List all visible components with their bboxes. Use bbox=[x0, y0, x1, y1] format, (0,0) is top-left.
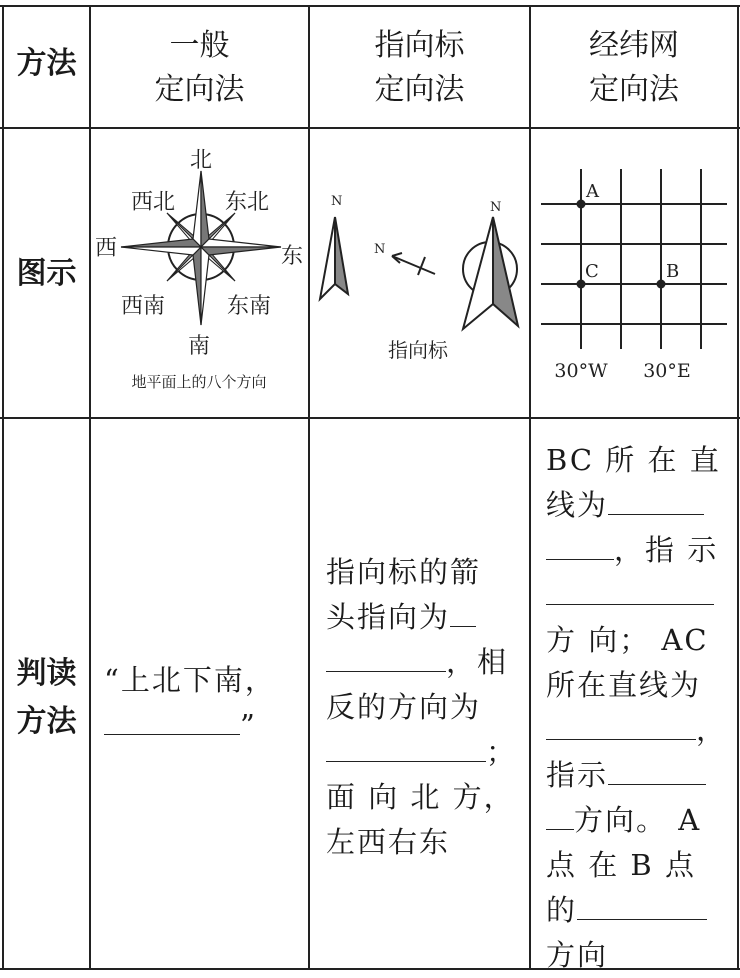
grid-method-line10 bbox=[546, 888, 736, 933]
grid-method-line6 bbox=[546, 708, 736, 753]
grid-method-line10-text: 的 bbox=[546, 893, 578, 927]
pointer-method-line4: 反的方向为 bbox=[326, 690, 482, 724]
compass-south-label: 南 bbox=[187, 334, 211, 359]
table-row-divider-2 bbox=[0, 417, 740, 419]
grid-method-text bbox=[546, 438, 736, 978]
compass-west-label: 西 bbox=[95, 236, 118, 261]
grid-method-line5: 所在直线为 bbox=[546, 668, 702, 702]
grid-point-a: A bbox=[586, 181, 599, 202]
pointer-method-line7: 左西右东 bbox=[326, 825, 451, 859]
grid-blank-4a[interactable] bbox=[608, 754, 706, 785]
row-label-method-line1: 判读 bbox=[16, 656, 77, 691]
grid-method-line8 bbox=[546, 798, 736, 843]
pointer-method-text bbox=[326, 550, 526, 865]
compass-southeast-label: 东南 bbox=[226, 294, 272, 319]
pointer-method-line3-text: ，相 bbox=[446, 645, 509, 679]
pointer-method-line1: 指向标的箭 bbox=[326, 555, 482, 589]
compass-east-label: 东 bbox=[281, 244, 304, 269]
pointer-blank-1a[interactable] bbox=[450, 596, 476, 627]
grid-method-line3b bbox=[546, 573, 736, 618]
grid-method-line3-text: ，指 示 bbox=[614, 533, 719, 567]
lat-long-grid-diagram bbox=[531, 129, 737, 417]
north-arrow-diagram bbox=[310, 129, 529, 417]
grid-method-line4: 方 向； AC bbox=[546, 623, 709, 657]
table-border-left bbox=[2, 5, 4, 970]
grid-blank-5a[interactable] bbox=[577, 889, 707, 920]
pointer-n-label-2: N bbox=[374, 242, 386, 257]
header-pointer-line1: 指向标 bbox=[374, 28, 465, 63]
grid-method-line2-text: 线为 bbox=[546, 488, 609, 522]
grid-blank-4b[interactable] bbox=[546, 799, 574, 830]
compass-northwest-label: 西北 bbox=[130, 190, 176, 215]
grid-blank-2[interactable] bbox=[546, 574, 714, 605]
compass-caption: 地平面上的八个方向 bbox=[131, 373, 267, 391]
general-answer-blank[interactable] bbox=[104, 704, 240, 735]
grid-lon-west: 30°W bbox=[554, 360, 608, 382]
grid-method-line8-text: 方向。 A bbox=[574, 803, 702, 837]
pointer-method-line5 bbox=[326, 730, 526, 775]
grid-lon-east: 30°E bbox=[643, 360, 691, 382]
header-method: 方法 bbox=[16, 46, 77, 81]
pointer-caption: 指向标 bbox=[388, 338, 448, 362]
pointer-blank-1b[interactable] bbox=[326, 641, 446, 672]
header-grid-line1: 经纬网 bbox=[589, 28, 679, 63]
grid-method-line9: 点 在 B 点 bbox=[546, 848, 696, 882]
pointer-n-label-1: N bbox=[331, 194, 343, 209]
pointer-method-line2 bbox=[326, 595, 526, 640]
row-label-method bbox=[4, 650, 89, 746]
pointer-n-label-3: N bbox=[490, 200, 502, 215]
general-close-quote: ” bbox=[240, 708, 257, 742]
header-pointer bbox=[310, 24, 529, 112]
table-border-top bbox=[0, 5, 740, 7]
general-method-text bbox=[104, 658, 304, 748]
compass-northeast-label: 东北 bbox=[224, 190, 270, 215]
pointer-method-line3 bbox=[326, 640, 526, 685]
pointer-blank-2[interactable] bbox=[326, 731, 486, 762]
grid-point-c: C bbox=[585, 261, 599, 282]
row-label-diagram: 图示 bbox=[16, 256, 77, 291]
general-method-line2 bbox=[104, 703, 304, 748]
compass-rose-diagram bbox=[91, 129, 308, 417]
grid-point-b: B bbox=[666, 261, 680, 282]
row-label-method-line2: 方法 bbox=[16, 704, 77, 739]
grid-blank-3[interactable] bbox=[546, 709, 696, 740]
grid-method-line7-text: 指示 bbox=[546, 758, 609, 792]
header-grid bbox=[531, 24, 737, 112]
grid-method-line3 bbox=[546, 528, 736, 573]
grid-method-line7 bbox=[546, 753, 736, 798]
grid-blank-1b[interactable] bbox=[546, 529, 614, 560]
pointer-method-line5-text: ； bbox=[486, 735, 518, 769]
grid-blank-1a[interactable] bbox=[608, 484, 704, 515]
header-general-line1: 一般 bbox=[169, 28, 230, 63]
compass-north-label: 北 bbox=[189, 148, 213, 173]
table-border-right bbox=[737, 5, 739, 970]
grid-method-line1: BC 所 在 直 bbox=[546, 443, 721, 477]
grid-method-line6-text: ， bbox=[696, 713, 728, 747]
header-pointer-line2: 定向法 bbox=[374, 72, 465, 107]
pointer-method-line6: 面 向 北 方， bbox=[326, 780, 515, 814]
header-general bbox=[91, 24, 308, 112]
header-general-line2: 定向法 bbox=[154, 72, 245, 107]
grid-method-line2 bbox=[546, 483, 736, 528]
general-method-line1: “上北下南， bbox=[104, 663, 276, 697]
grid-method-line11: 方向 bbox=[546, 938, 609, 972]
header-grid-line2: 定向法 bbox=[589, 72, 679, 107]
pointer-method-line2-text: 头指向为 bbox=[326, 600, 451, 634]
compass-southwest-label: 西南 bbox=[120, 294, 166, 319]
